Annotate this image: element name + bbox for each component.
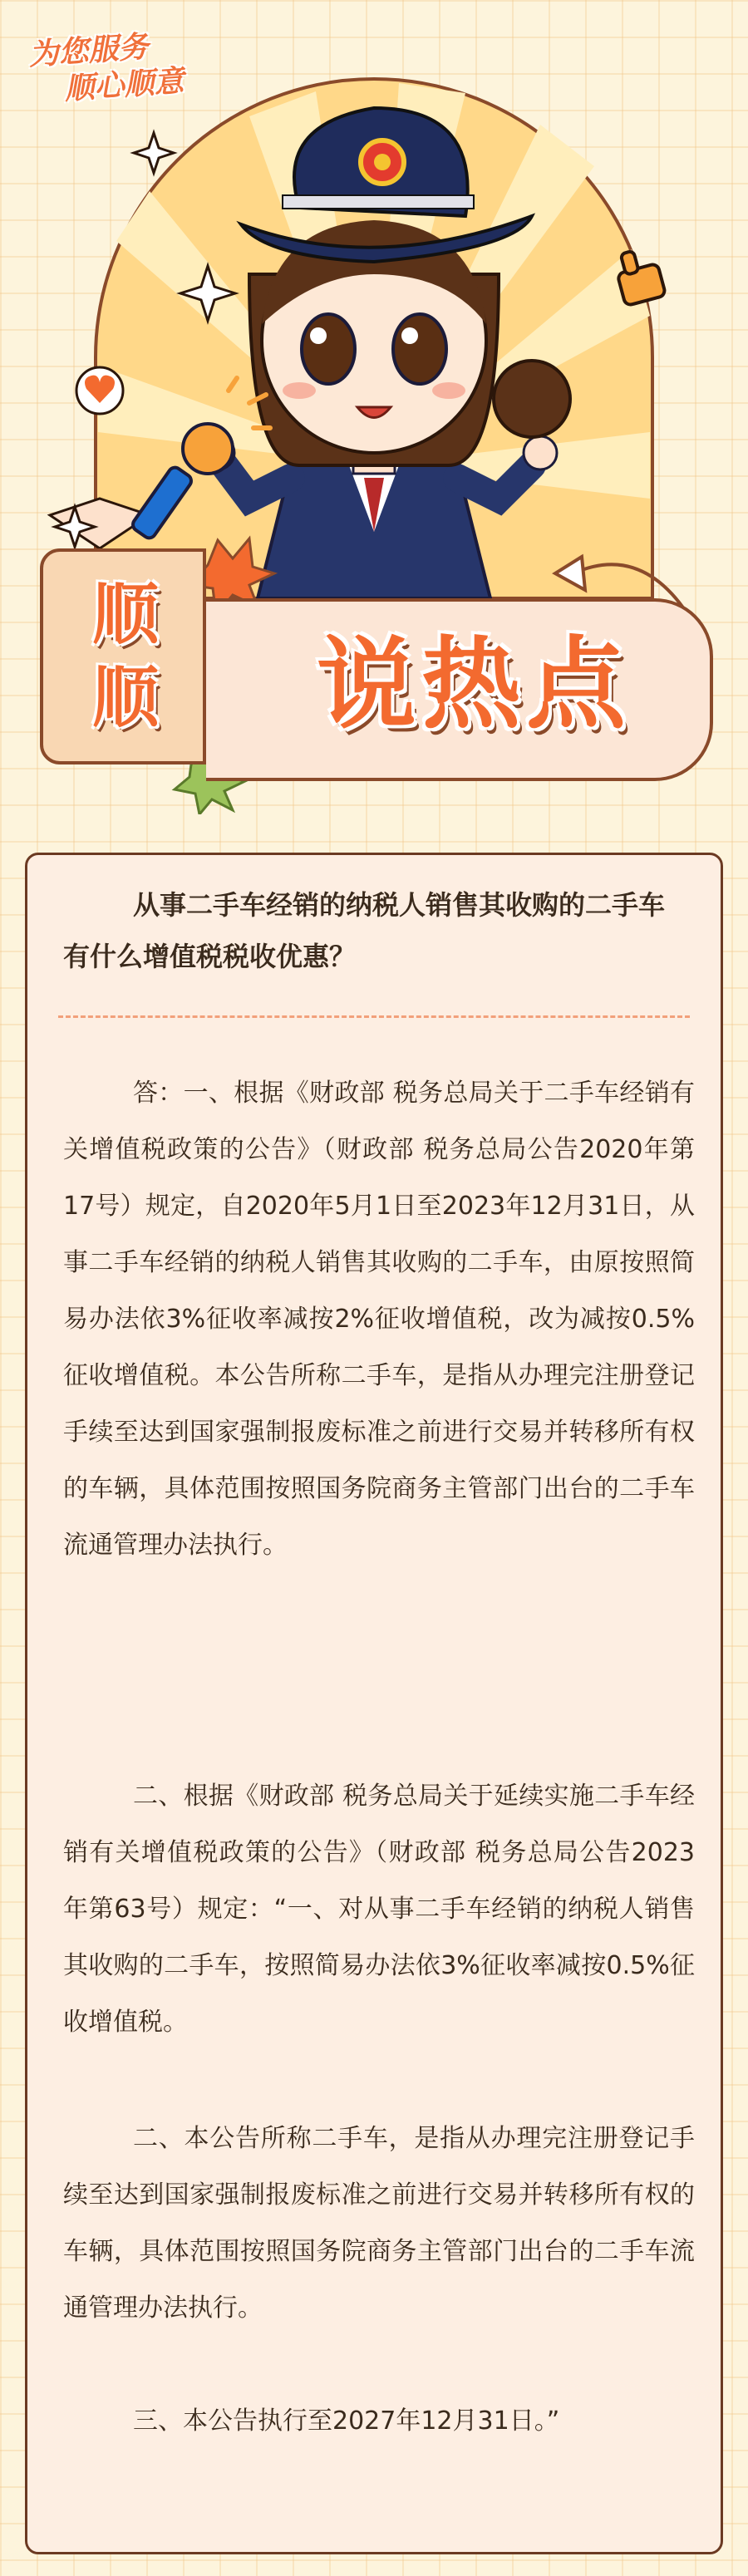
article-paragraph: 二、根据《财政部 税务总局关于延续实施二手车经销有关增值税政策的公告》（财政部 税务总局公告2023年第63号）规定：“一、对从事二手车经销的纳税人销售其收购的二手车，按照简易办法依3%征收率减按0.5%征收增值税。 <box>63 1782 695 2037</box>
slogan-line-2: 顺心顺意 <box>63 64 185 107</box>
heart-icon <box>76 367 123 414</box>
article-paragraph: 二、本公告所称二手车，是指从办理完注册登记手续至达到国家强制报废标准之前进行交易并转移所有权的车辆，具体范围按照国务院商务主管部门出台的二手车流通管理办法执行。 <box>63 2124 695 2323</box>
badge-icon <box>361 140 404 184</box>
dashed-divider <box>58 1015 690 1018</box>
tag-label: 顺顺 <box>92 576 159 736</box>
article-paragraph: 答：一、根据《财政部 税务总局关于二手车经销有关增值税政策的公告》（财政部 税务总局公告2020年第17号）规定，自2020年5月1日至2023年12月31日，从事二手车经销的纳税人销售其收购的二手车，由原按照简易办法依3%征收率减按2%征收增值税，改为减按0.5%征收增值税。本公告所称二手车，是指从办理完注册登记手续至达到国家强制报废标准之前进行交易并转移所有权的车辆，具体范围按照国务院商务主管部门出台的二手车流通管理办法执行。 <box>63 1079 695 1560</box>
article-question: 从事二手车经销的纳税人销售其收购的二手车有什么增值税税收优惠？ <box>63 889 666 972</box>
article-paragraph: 三、本公告执行至2027年12月31日。” <box>133 2406 560 2436</box>
page-title: 说热点 <box>317 627 631 743</box>
slogan-line-1: 为您服务 <box>27 30 150 72</box>
